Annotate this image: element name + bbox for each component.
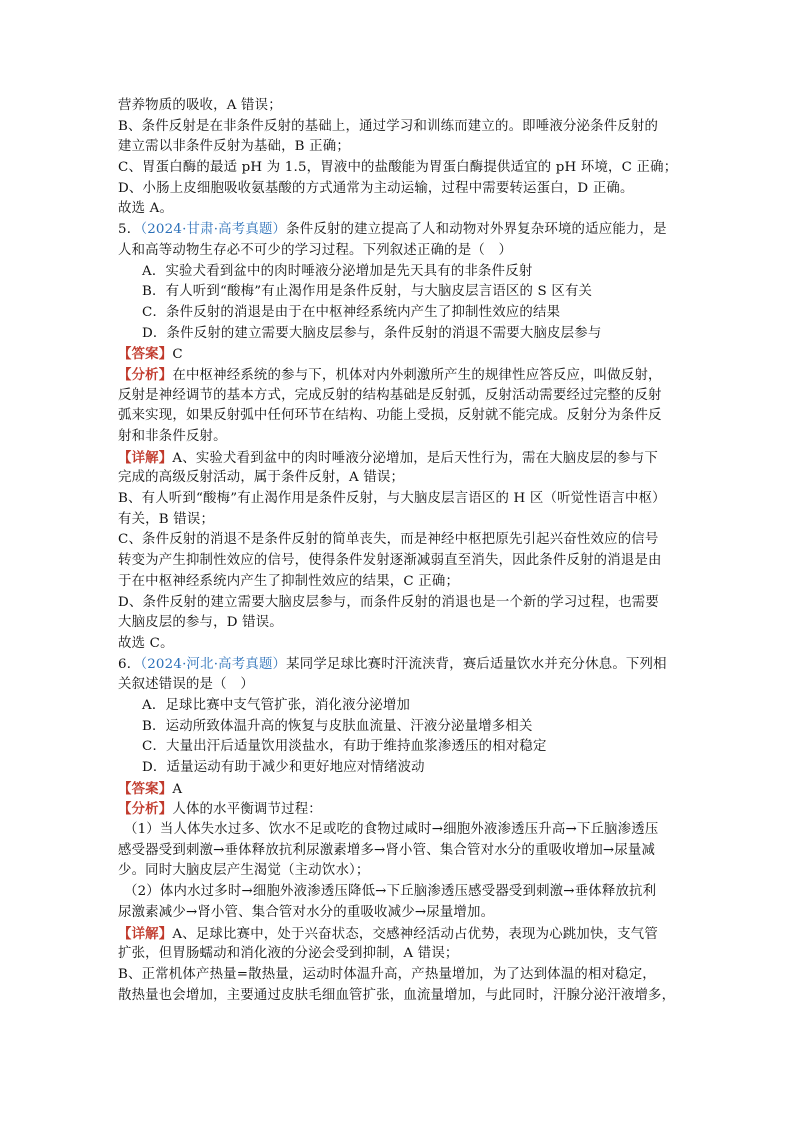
option-c: C．大量出汗后适量饮用淡盐水，有助于维持血浆渗透压的相对稳定	[142, 739, 547, 755]
question-source: （2024·甘肃·高考真题）	[140, 222, 287, 238]
analysis-line	[118, 365, 684, 386]
answer-line	[118, 344, 684, 365]
detail-line: 扩张，但胃肠蠕动和消化液的分泌会受到抑制，A 错误；	[118, 946, 459, 962]
detail-tag: 【详解】	[118, 925, 173, 942]
detail-line	[118, 448, 684, 469]
question-stem-text: 条件反射的建立提高了人和动物对外界复杂环境的适应能力，是	[286, 222, 667, 238]
detail-text: A、足球比赛中，处于兴奋状态，交感神经活动占优势，表现为心跳加快，支气管	[172, 926, 658, 942]
detail-line: B、正常机体产热量=散热量，运动时体温升高，产热量增加，为了达到体温的相对稳定，	[118, 966, 656, 982]
analysis-line: 少。同时大脑皮层产生渴觉（主动饮水）；	[118, 863, 370, 879]
question-5-stem-cont: 人和高等动物生存必不可少的学习过程。下列叙述正确的是（ ）	[118, 242, 513, 258]
analysis-line: （1）当人体失水过多、饮水不足或吃的食物过咸时→细胞外液渗透压升高→下丘脑渗透压	[124, 822, 659, 838]
detail-line: 大脑皮层的参与，D 错误。	[118, 615, 283, 631]
document-body	[118, 96, 684, 1006]
detail-line: 转变为产生抑制性效应的信号，使得条件发射逐渐减弱直至消失，因此条件反射的消退是由	[118, 553, 662, 569]
answer-tag: 【答案】	[118, 346, 173, 363]
option-a: A．实验犬看到盆中的肉时唾液分泌增加是先天具有的非条件反射	[142, 263, 533, 279]
detail-line: B、有人听到“酸梅”有止渴作用是条件反射，与大脑皮层言语区的 H 区（听觉性语言中枢）	[118, 491, 666, 507]
detail-line: C、条件反射的消退不是条件反射的简单丧失，而是神经中枢把原先引起兴奋性效应的信号	[118, 532, 659, 548]
analysis-line: 尿激素减少→肾小管、集合管对水分的重吸收减少→尿量增加。	[118, 904, 495, 920]
detail-line: D、条件反射的建立需要大脑皮层参与，而条件反射的消退也是一个新的学习过程，也需要	[118, 594, 659, 610]
answer-line	[118, 779, 684, 800]
text-line: 故选 A。	[118, 201, 174, 217]
analysis-tag: 【分析】	[118, 366, 173, 383]
question-number: 5．	[118, 222, 141, 238]
analysis-line	[118, 799, 684, 820]
answer-tag: 【答案】	[118, 780, 173, 797]
question-6-stem	[118, 655, 684, 676]
detail-line: 故选 C。	[118, 635, 174, 651]
detail-line: 完成的高级反射活动，属于条件反射，A 错误；	[118, 470, 405, 486]
option-b: B．运动所致体温升高的恢复与皮肤血流量、汗液分泌量增多相关	[142, 718, 533, 734]
option-d: D．条件反射的建立需要大脑皮层参与，条件反射的消退不需要大脑皮层参与	[142, 325, 602, 341]
analysis-tag: 【分析】	[118, 801, 173, 818]
question-source: （2024·河北·高考真题）	[140, 656, 287, 672]
answer-value: C	[172, 347, 183, 363]
option-b: B．有人听到“酸梅”有止渴作用是条件反射，与大脑皮层言语区的 S 区有关	[142, 284, 593, 300]
detail-text: A、实验犬看到盆中的肉时唾液分泌增加，是后天性行为，需在大脑皮层的参与下	[172, 450, 658, 466]
analysis-text: 人体的水平衡调节过程：	[172, 802, 322, 818]
option-d: D．适量运动有助于减少和更好地应对情绪波动	[142, 760, 425, 775]
detail-line: 于在中枢神经系统内产生了抑制性效应的结果，C 正确；	[118, 573, 460, 589]
analysis-text: 在中枢神经系统的参与下，机体对内外刺激所产生的规律性应答反应，叫做反射，	[172, 367, 662, 383]
detail-line: 散热量也会增加，主要通过皮肤毛细血管扩张，血流量增加，与此同时，汗腺分泌汗液增多，	[118, 987, 676, 1003]
text-line: 建立需以非条件反射为基础，B 正确；	[118, 139, 350, 155]
question-stem-text: 某同学足球比赛时汗流浃背，赛后适量饮水并充分休息。下列相	[286, 656, 667, 672]
analysis-line: 反射是神经调节的基本方式，完成反射的结构基础是反射弧，反射活动需要经过完整的反射	[118, 387, 662, 403]
detail-line: 有关，B 错误；	[118, 511, 215, 527]
question-number: 6．	[118, 656, 141, 672]
text-line: D、小肠上皮细胞吸收氨基酸的方式通常为主动运输，过程中需要转运蛋白，D 正确。	[118, 180, 634, 196]
question-5-stem	[118, 220, 684, 241]
detail-line	[118, 924, 684, 945]
analysis-line: （2）体内水过多时→细胞外液渗透压降低→下丘脑渗透压感受器受到刺激→垂体释放抗利	[124, 884, 657, 900]
detail-tag: 【详解】	[118, 449, 173, 466]
option-c: C．条件反射的消退是由于在中枢神经系统内产生了抑制性效应的结果	[142, 304, 561, 320]
question-6-stem-cont: 关叙述错误的是（ ）	[118, 677, 254, 693]
answer-value: A	[172, 781, 183, 797]
option-a: A．足球比赛中支气管扩张，消化液分泌增加	[142, 697, 411, 713]
text-line: C、胃蛋白酶的最适 pH 为 1.5，胃液中的盐酸能为胃蛋白酶提供适宜的 pH 环境，C 正确；	[118, 160, 678, 176]
analysis-line: 弧来实现，如果反射弧中任何环节在结构、功能上受损，反射就不能完成。反射分为条件反	[118, 408, 662, 424]
analysis-line: 感受器受到刺激→垂体释放抗利尿激素增多→肾小管、集合管对水分的重吸收增加→尿量减	[118, 842, 656, 858]
text-line: 营养物质的吸收，A 错误；	[118, 98, 282, 113]
text-line: B、条件反射是在非条件反射的基础上，通过学习和训练而建立的。即唾液分泌条件反射的	[118, 118, 659, 134]
analysis-line: 射和非条件反射。	[118, 429, 227, 444]
